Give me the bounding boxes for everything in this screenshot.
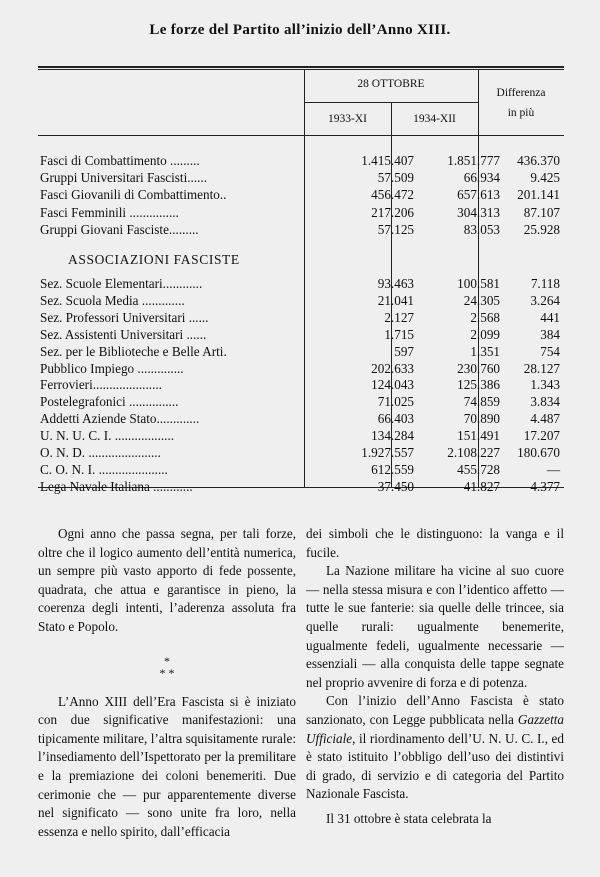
value-1933: 57.509: [377, 170, 414, 186]
value-1934: 151.491: [457, 428, 500, 444]
table-row: [40, 327, 564, 343]
value-1934: 455.728: [457, 461, 500, 477]
table-row: [40, 344, 564, 360]
value-1933: 1.927.557: [361, 445, 414, 460]
row-label: Pubblico Impiego ..............: [40, 360, 184, 376]
section-title: ASSOCIAZIONI FASCISTE: [68, 252, 240, 267]
table-row: [40, 293, 564, 309]
row-label: Fasci Giovanili di Combattimento..: [40, 187, 227, 203]
value-1933: 93.463: [377, 276, 414, 291]
value-1933: 612.559: [371, 461, 414, 477]
paragraph: La Nazione militare ha vicine al suo cuore — nella stessa misura e con l’identico affetto — tutte le sue fanterie: sia quelle delle trincee, sia quelle rurali: ugualmente benemerite, ugualmente fedeli, ugualmente necessarie — essenziali — alla conquista delle tappe segnate nel proprio avvenire di forza e di potenza.: [306, 563, 564, 690]
value-1934: 2.108.227: [447, 445, 500, 460]
table-row: [40, 205, 564, 221]
paragraph: Il 31 ottobre è stata celebrata la: [326, 810, 492, 826]
row-label: Fasci di Combattimento .........: [40, 153, 200, 168]
row-label: U. N. U. C. I. ..................: [40, 428, 175, 444]
value-1933: 37.450: [377, 478, 414, 494]
row-label: Sez. Scuole Elementari............: [40, 276, 203, 291]
header-year-1933: 1933-XI: [328, 113, 367, 125]
row-label: Sez. Professori Universitari ......: [40, 309, 209, 325]
row-label: Gruppi Giovani Fasciste.........: [40, 221, 199, 237]
table-row: [40, 377, 564, 393]
table-row: [40, 479, 564, 495]
value-1933: 597: [394, 343, 414, 359]
header-date: 28 OTTOBRE: [357, 78, 425, 90]
row-label: C. O. N. I. .....................: [40, 461, 168, 477]
value-1934: 125.386: [457, 377, 500, 393]
row-label: Postelegrafonici ...............: [40, 394, 179, 410]
row-label: Ferrovieri.....................: [40, 377, 162, 393]
table-row: [40, 310, 564, 326]
table-row: [40, 411, 564, 427]
value-1933: 21.041: [377, 292, 414, 308]
value-1934: 41.827: [463, 478, 500, 494]
value-1933: 66.403: [377, 411, 414, 427]
value-difference: 28.127: [523, 360, 560, 376]
value-1934: 100.581: [457, 276, 500, 291]
value-difference: 7.118: [530, 276, 560, 291]
header-year-1934: 1934-XII: [413, 113, 456, 125]
value-difference: 4.487: [530, 411, 560, 427]
header-difference: Differenza: [496, 87, 546, 99]
value-1934: 1.851.777: [447, 153, 500, 168]
value-1934: 657.613: [457, 187, 500, 203]
value-difference: 436.370: [517, 153, 560, 168]
table-row: [40, 222, 564, 238]
value-1933: 202.633: [371, 360, 414, 376]
value-difference: 201.141: [517, 187, 560, 203]
value-1934: 24.305: [463, 292, 500, 308]
table-row: [40, 462, 564, 478]
value-1934: 66.934: [463, 170, 500, 186]
row-label: Addetti Aziende Stato.............: [40, 411, 200, 427]
table-row: [40, 445, 564, 461]
value-1934: 70.890: [463, 411, 500, 427]
value-1934: 74.859: [463, 394, 500, 410]
value-difference: 754: [540, 343, 560, 359]
statistics-table: [38, 66, 564, 494]
value-1933: 134.284: [371, 428, 414, 444]
row-label: Gruppi Universitari Fascisti......: [40, 170, 208, 186]
right-text-column: [306, 525, 564, 829]
table-row: [40, 361, 564, 377]
value-difference: 1.343: [530, 377, 560, 393]
value-1933: 1.415.407: [361, 153, 414, 168]
table-top-rule: [38, 66, 564, 68]
value-1933: 71.025: [377, 394, 414, 410]
section-separator: * * *: [159, 653, 175, 680]
table-row: [40, 428, 564, 444]
row-label: Sez. per le Biblioteche e Belle Arti.: [40, 343, 227, 359]
value-1934: 230.760: [457, 360, 500, 376]
left-text-column: [38, 525, 296, 841]
gazette-title: Gazzetta Ufficiale: [306, 711, 564, 746]
table-row: [40, 187, 564, 203]
row-label: Sez. Assistenti Universitari ......: [40, 326, 207, 342]
value-difference: 180.670: [517, 445, 560, 460]
value-1934: 304.313: [457, 204, 500, 220]
value-difference: 87.107: [523, 204, 560, 220]
value-difference: 3.834: [530, 394, 560, 410]
value-1934: 2.099: [470, 326, 500, 342]
table-row: [40, 394, 564, 410]
page-title: Le forze del Partito all’inizio dell’Anno XIII.: [149, 22, 451, 38]
value-difference: 441: [540, 309, 560, 325]
paragraph: Con l’inizio dell’Anno Fascista è stato sanzionato, con Legge pubblicata nella Gazzetta Ufficiale, il riordinamento dell’U. N. U. C. I., ed è stato istituito l’obbligo dell’uso dei distintivi di grado, di servizio e di categoria del Partito Nazionale Fascista.: [306, 693, 564, 802]
header-difference-sub: in più: [507, 107, 535, 119]
row-label: Lega Navale Italiana ............: [40, 478, 193, 494]
value-difference: 3.264: [530, 292, 560, 308]
value-difference: 384: [540, 326, 560, 342]
value-difference: 9.425: [530, 170, 560, 186]
value-1934: 2.568: [470, 309, 500, 325]
row-label: Sez. Scuola Media .............: [40, 292, 185, 308]
value-1933: 2.127: [384, 309, 414, 325]
paragraph: Ogni anno che passa segna, per tali forze, oltre che il logico aumento dell’entità numerica, un sempre più vasto apporto di fede possente, quadrata, che attua e garantisce in pieno, la coerenza degli intenti, l’aderenza assoluta fra Stato e Popolo.: [38, 526, 296, 634]
table-row: [40, 276, 564, 292]
value-difference: —: [546, 461, 560, 477]
table-header-rule: [38, 135, 564, 136]
value-difference: 4.377: [530, 478, 560, 494]
table-top-rule-thin: [38, 69, 564, 70]
value-1933: 124.043: [371, 377, 414, 393]
row-label: O. N. D. ......................: [40, 445, 161, 460]
table-row: [40, 153, 564, 169]
row-label: Fasci Femminili ...............: [40, 204, 179, 220]
value-1933: 217.206: [371, 204, 414, 220]
value-difference: 17.207: [523, 428, 560, 444]
paragraph: dei simboli che le distinguono: la vanga e il fucile.: [306, 526, 564, 560]
value-1934: 1.351: [470, 343, 500, 359]
table-row: [40, 170, 564, 186]
value-1933: 57.125: [377, 221, 414, 237]
value-1933: 456.472: [371, 187, 414, 203]
value-difference: 25.928: [523, 221, 560, 237]
value-1934: 83.053: [463, 221, 500, 237]
paragraph: L’Anno XIII dell’Era Fascista si è iniziato con due significative manifestazioni: una tipicamente militare, l’altra squisitamente rurale: l’insediamento dell’Ispettorato per la premilitare e la premiazione dei coloni benemeriti. Due cerimonie che — pur apparentemente diverse nel significato — sono unite fra loro, nella essenza e nello spirito, dall’efficacia: [38, 693, 296, 839]
value-1933: 1.715: [384, 326, 414, 342]
